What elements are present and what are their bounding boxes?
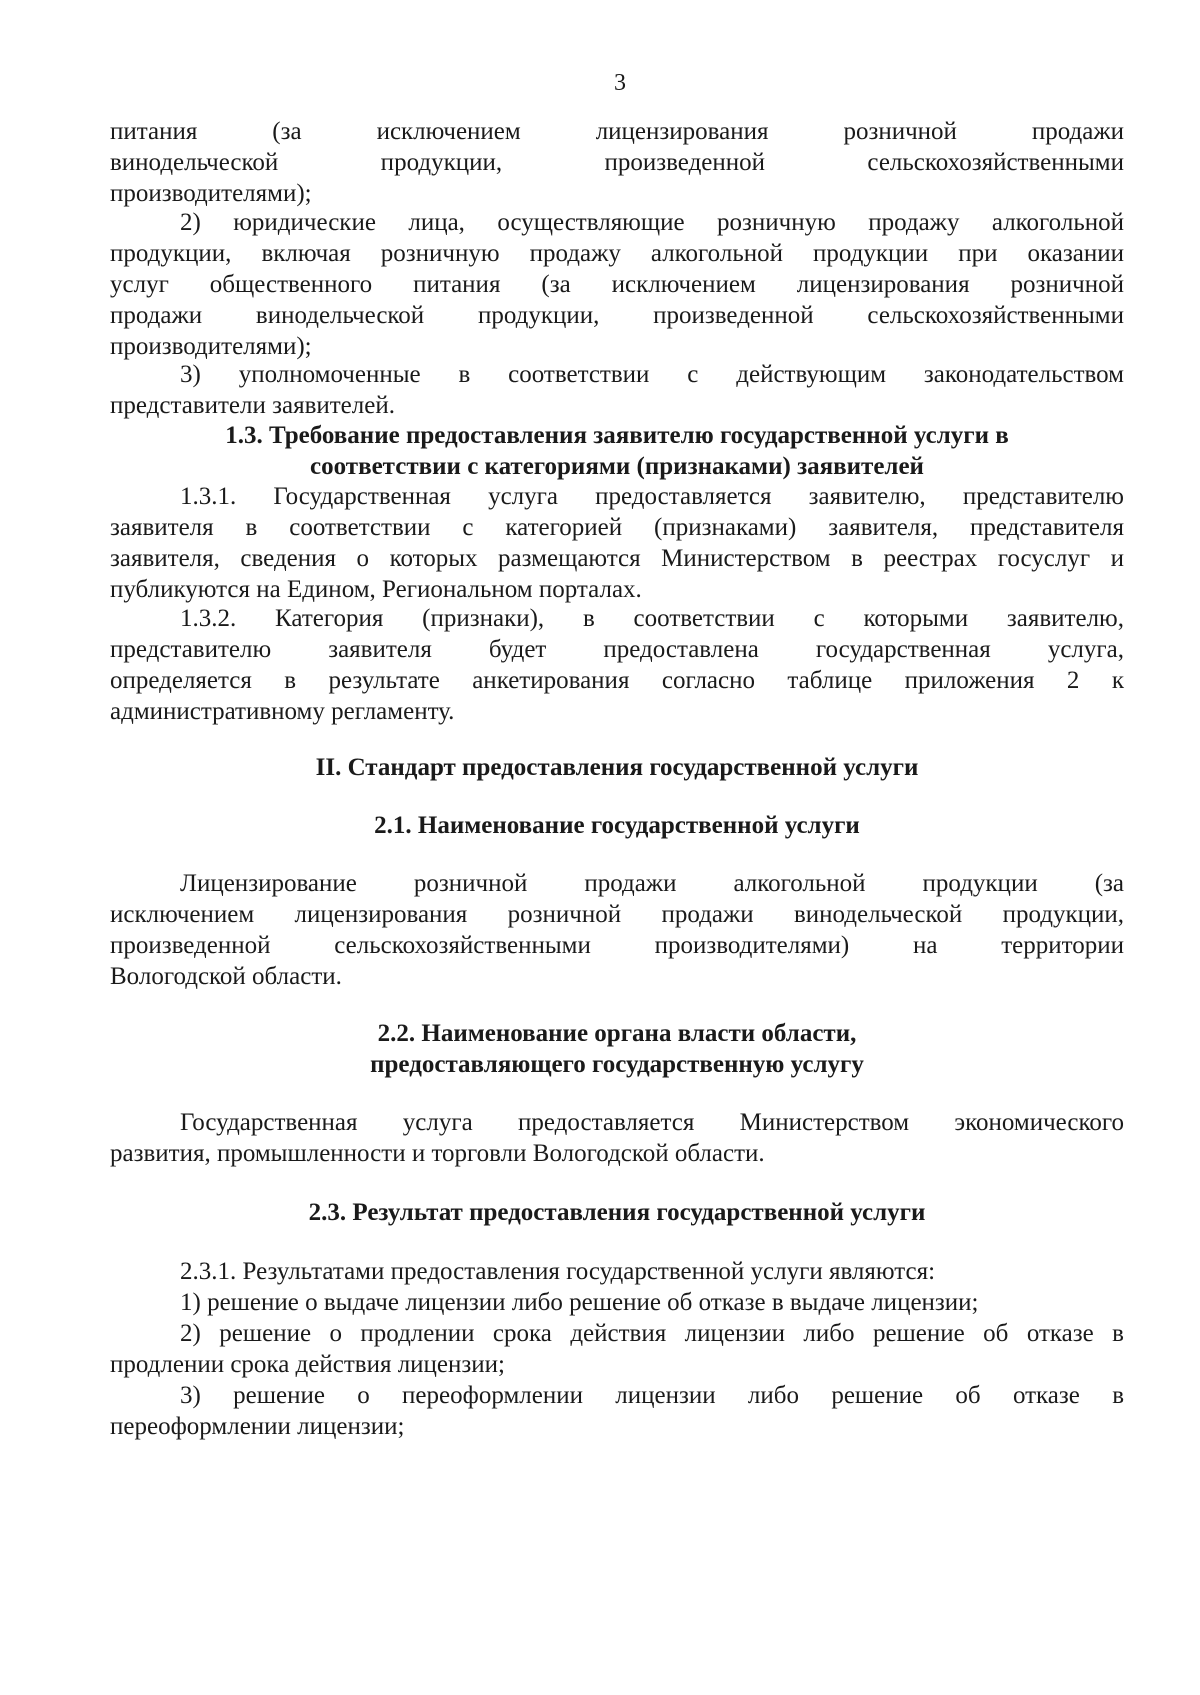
text-line: определяется в результате анкетирования согласно таблице приложения 2 к — [110, 667, 1124, 694]
intro-paragraph — [110, 116, 1124, 209]
heading-2-1 — [110, 810, 1124, 841]
text-line: исключением лицензирования розничной продажи винодельческой продукции, — [110, 901, 1124, 928]
text-line: питания (за исключением лицензирования розничной продажи — [110, 118, 1124, 145]
list-item-3 — [110, 359, 1124, 421]
text-line: продлении срока действия лицензии; — [110, 1351, 505, 1378]
heading-line: предоставляющего государственную услугу — [370, 1051, 864, 1078]
text-line: 3) уполномоченные в соответствии с действующим законодательством — [180, 361, 1124, 388]
text-line: продукции, включая розничную продажу алкогольной продукции при оказании — [110, 240, 1124, 267]
paragraph-2-3-1 — [110, 1256, 1124, 1442]
text-line: 2.3.1. Результатами предоставления государственной услуги являются: — [180, 1258, 936, 1285]
text-line: Лицензирование розничной продажи алкогольной продукции (за — [180, 870, 1124, 897]
paragraph-2-1 — [110, 868, 1124, 992]
text-line: заявителя в соответствии с категорией (признаками) заявителя, представителя — [110, 514, 1124, 541]
paragraph-1-3-1 — [110, 481, 1124, 605]
text-line: представители заявителей. — [110, 392, 395, 419]
text-line: 1.3.2. Категория (признаки), в соответствии с которыми заявителю, — [180, 605, 1124, 632]
section-title: II. Стандарт предоставления государственной услуги — [315, 754, 919, 781]
heading-2-3 — [110, 1197, 1124, 1228]
heading-line: 2.2. Наименование органа власти области, — [377, 1020, 857, 1047]
list-item-2 — [110, 207, 1124, 362]
heading-2-2 — [110, 1018, 1124, 1080]
text-line: административному регламенту. — [110, 698, 455, 725]
section-2-title — [110, 752, 1124, 783]
heading-line: 2.3. Результат предоставления государственной услуги — [308, 1199, 926, 1226]
text-line: 2) решение о продлении срока действия лицензии либо решение об отказе в — [180, 1320, 1124, 1347]
text-line: услуг общественного питания (за исключением лицензирования розничной — [110, 271, 1124, 298]
text-line: развития, промышленности и торговли Вологодской области. — [110, 1140, 765, 1167]
text-line: публикуются на Едином, Региональном порталах. — [110, 576, 642, 603]
text-line: представителю заявителя будет предоставлена государственная услуга, — [110, 636, 1124, 663]
text-line: переоформлении лицензии; — [110, 1413, 405, 1440]
text-line: Государственная услуга предоставляется Министерством экономического — [180, 1109, 1124, 1136]
text-line: продажи винодельческой продукции, произведенной сельскохозяйственными — [110, 302, 1124, 329]
text-line: Вологодской области. — [110, 963, 342, 990]
text-line: заявителя, сведения о которых размещаются Министерством в реестрах госуслуг и — [110, 545, 1124, 572]
text-line: 3) решение о переоформлении лицензии либо решение об отказе в — [180, 1382, 1124, 1409]
heading-line: 1.3. Требование предоставления заявителю государственной услуги в — [225, 422, 1009, 449]
text-line: производителями); — [110, 180, 312, 207]
paragraph-2-2 — [110, 1107, 1124, 1169]
page-number: 3 — [614, 70, 626, 96]
text-line: 1.3.1. Государственная услуга предоставляется заявителю, представителю — [180, 483, 1124, 510]
heading-line: 2.1. Наименование государственной услуги — [374, 812, 860, 839]
heading-1-3 — [110, 420, 1124, 482]
text-line: 1) решение о выдаче лицензии либо решение об отказе в выдаче лицензии; — [180, 1289, 979, 1316]
text-line: 2) юридические лица, осуществляющие розничную продажу алкогольной — [180, 209, 1124, 236]
text-line: производителями); — [110, 333, 312, 360]
paragraph-1-3-2 — [110, 603, 1124, 727]
text-line: винодельческой продукции, произведенной сельскохозяйственными — [110, 149, 1124, 176]
text-line: произведенной сельскохозяйственными производителями) на территории — [110, 932, 1124, 959]
heading-line: соответствии с категориями (признаками) заявителей — [310, 453, 924, 480]
